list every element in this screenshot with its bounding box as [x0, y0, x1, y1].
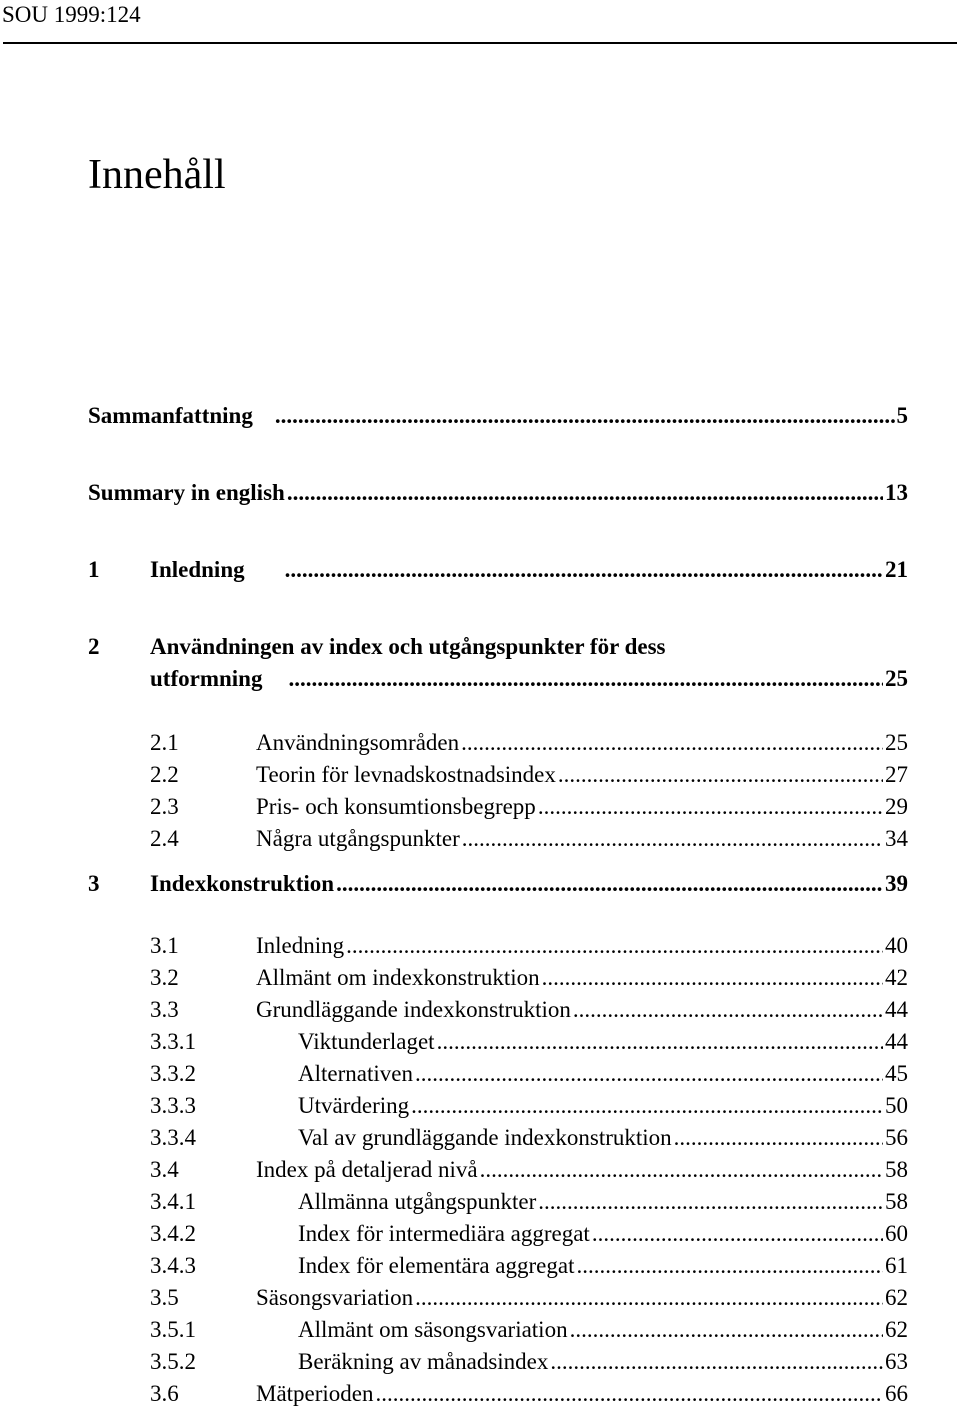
toc-entry-3-6[interactable] [150, 1378, 908, 1410]
dot-leader [437, 1026, 883, 1058]
toc-entry-text-continued: utformning [150, 666, 263, 691]
dot-leader [287, 477, 883, 509]
toc-page-number: 25 [885, 730, 908, 755]
toc-entry-2-2[interactable] [150, 759, 908, 791]
toc-entry-text: Viktunderlaget [298, 1029, 435, 1054]
toc-entry-text: Summary in english [88, 480, 285, 505]
toc-page-number: 50 [885, 1093, 908, 1118]
dot-leader [415, 1282, 883, 1314]
toc-entry-text: Inledning [150, 557, 245, 582]
toc-entry-number: 3.3.4 [150, 1125, 196, 1150]
toc-entry-number: 3.3 [150, 997, 179, 1022]
dot-leader [550, 1346, 883, 1378]
toc-page-number: 5 [896, 403, 908, 428]
dot-leader [288, 663, 883, 695]
toc-entry-number: 3.4.2 [150, 1221, 196, 1246]
toc-entry-2-3[interactable] [150, 791, 908, 823]
toc-page-number: 44 [885, 997, 908, 1022]
toc-entry-text: Användningsområden [256, 730, 460, 755]
toc-page-number: 42 [885, 965, 908, 990]
toc-entry-text: Teorin för levnadskostnadsindex [256, 762, 556, 787]
dot-leader [592, 1218, 883, 1250]
dot-leader [336, 868, 883, 900]
toc-entry-text: Sammanfattning [88, 403, 253, 428]
header-rule [3, 42, 957, 44]
toc-page-number: 40 [885, 933, 908, 958]
toc-entry-chapter-2[interactable] [88, 631, 908, 663]
toc-entry-number: 3.6 [150, 1381, 179, 1406]
toc-entry-summary[interactable] [88, 477, 908, 509]
toc-entry-chapter-1[interactable] [88, 554, 908, 586]
toc-entry-text: Säsongsvariation [256, 1285, 414, 1310]
toc-entry-2-1[interactable] [150, 727, 908, 759]
toc-page-number: 58 [885, 1189, 908, 1214]
toc-entry-text: Utvärdering [298, 1093, 410, 1118]
toc-page-number: 62 [885, 1285, 908, 1310]
dot-leader [576, 1250, 883, 1282]
toc-entry-3-2[interactable] [150, 962, 908, 994]
toc-entry-number: 3.2 [150, 965, 179, 990]
toc-entry-3-5-1[interactable] [150, 1314, 908, 1346]
toc-page-number: 63 [885, 1349, 908, 1374]
dot-leader [674, 1122, 883, 1154]
toc-entry-number: 2 [88, 634, 100, 659]
toc-entry-number: 3.4.3 [150, 1253, 196, 1278]
toc-entry-chapter-2-cont[interactable] [150, 663, 908, 695]
toc-entry-3-5[interactable] [150, 1282, 908, 1314]
toc-entry-text: Val av grundläggande indexkonstruktion [298, 1125, 672, 1150]
running-head: SOU 1999:124 [2, 2, 141, 27]
toc-entry-text: Index för intermediära aggregat [298, 1221, 590, 1246]
toc-entry-3-3-3[interactable] [150, 1090, 908, 1122]
toc-entry-text: Allmänt om indexkonstruktion [256, 965, 540, 990]
toc-entry-3-3-1[interactable] [150, 1026, 908, 1058]
toc-page-number: 60 [885, 1221, 908, 1246]
dot-leader [411, 1090, 883, 1122]
toc-entry-number: 3.4.1 [150, 1189, 196, 1214]
toc-page-number: 44 [885, 1029, 908, 1054]
toc-entry-number: 3 [88, 871, 100, 896]
toc-entry-2-4[interactable] [150, 823, 908, 855]
toc-page-number: 29 [885, 794, 908, 819]
toc-entry-number: 3.1 [150, 933, 179, 958]
dot-leader [558, 759, 883, 791]
toc-page-number: 45 [885, 1061, 908, 1086]
toc-page-number: 58 [885, 1157, 908, 1182]
dot-leader [570, 1314, 883, 1346]
toc-entry-text: Inledning [256, 933, 345, 958]
dot-leader [542, 962, 883, 994]
toc-entry-text: Allmänna utgångspunkter [298, 1189, 537, 1214]
toc-entry-sammanfattning[interactable] [88, 400, 908, 432]
toc-entry-text: Indexkonstruktion [150, 871, 335, 896]
toc-page-number: 27 [885, 762, 908, 787]
toc-entry-text: Index för elementära aggregat [298, 1253, 575, 1278]
toc-entry-number: 3.5 [150, 1285, 179, 1310]
dot-leader [538, 791, 883, 823]
toc-entry-3-5-2[interactable] [150, 1346, 908, 1378]
toc-entry-3-3-2[interactable] [150, 1058, 908, 1090]
toc-entry-text: Användningen av index och utgångspunkter för dess [150, 634, 666, 659]
toc-entry-text: Pris- och konsumtionsbegrepp [256, 794, 536, 819]
toc-page-number: 13 [885, 480, 908, 505]
toc-entry-3-4-1[interactable] [150, 1186, 908, 1218]
toc-page-number: 34 [885, 826, 908, 851]
toc-entry-number: 2.2 [150, 762, 179, 787]
toc-entry-number: 3.4 [150, 1157, 179, 1182]
toc-entry-3-1[interactable] [150, 930, 908, 962]
page-title: Innehåll [88, 152, 226, 198]
dot-leader [285, 554, 883, 586]
dot-leader [346, 930, 883, 962]
toc-entry-number: 2.3 [150, 794, 179, 819]
toc-page-number: 66 [885, 1381, 908, 1406]
dot-leader [376, 1378, 883, 1410]
toc-page-number: 56 [885, 1125, 908, 1150]
toc-entry-number: 3.3.1 [150, 1029, 196, 1054]
toc-entry-number: 2.1 [150, 730, 179, 755]
toc-entry-number: 1 [88, 557, 100, 582]
toc-page-number: 39 [885, 871, 908, 896]
toc-entry-number: 3.5.2 [150, 1349, 196, 1374]
toc-entry-text: Mätperioden [256, 1381, 374, 1406]
toc-entry-text: Allmänt om säsongsvariation [298, 1317, 568, 1342]
toc-entry-3-3[interactable] [150, 994, 908, 1026]
dot-leader [461, 727, 883, 759]
toc-entry-chapter-3[interactable] [88, 868, 908, 900]
toc-entry-number: 2.4 [150, 826, 179, 851]
dot-leader [480, 1154, 883, 1186]
toc-entry-3-4[interactable] [150, 1154, 908, 1186]
toc-entry-3-4-3[interactable] [150, 1250, 908, 1282]
toc-entry-3-3-4[interactable] [150, 1122, 908, 1154]
dot-leader [415, 1058, 883, 1090]
toc-entry-3-4-2[interactable] [150, 1218, 908, 1250]
toc-page-number: 62 [885, 1317, 908, 1342]
dot-leader [573, 994, 883, 1026]
toc-entry-text: Beräkning av månadsindex [298, 1349, 549, 1374]
toc-entry-text: Alternativen [298, 1061, 413, 1086]
toc-page-number: 61 [885, 1253, 908, 1278]
dot-leader [462, 823, 883, 855]
dot-leader [275, 400, 895, 432]
toc-page-number: 25 [885, 666, 908, 691]
toc-entry-number: 3.3.3 [150, 1093, 196, 1118]
toc-entry-text: Grundläggande indexkonstruktion [256, 997, 571, 1022]
dot-leader [538, 1186, 883, 1218]
toc-page-number: 21 [885, 557, 908, 582]
toc-entry-text: Några utgångspunkter [256, 826, 460, 851]
toc-entry-number: 3.5.1 [150, 1317, 196, 1342]
toc-entry-text: Index på detaljerad nivå [256, 1157, 478, 1182]
toc-entry-number: 3.3.2 [150, 1061, 196, 1086]
